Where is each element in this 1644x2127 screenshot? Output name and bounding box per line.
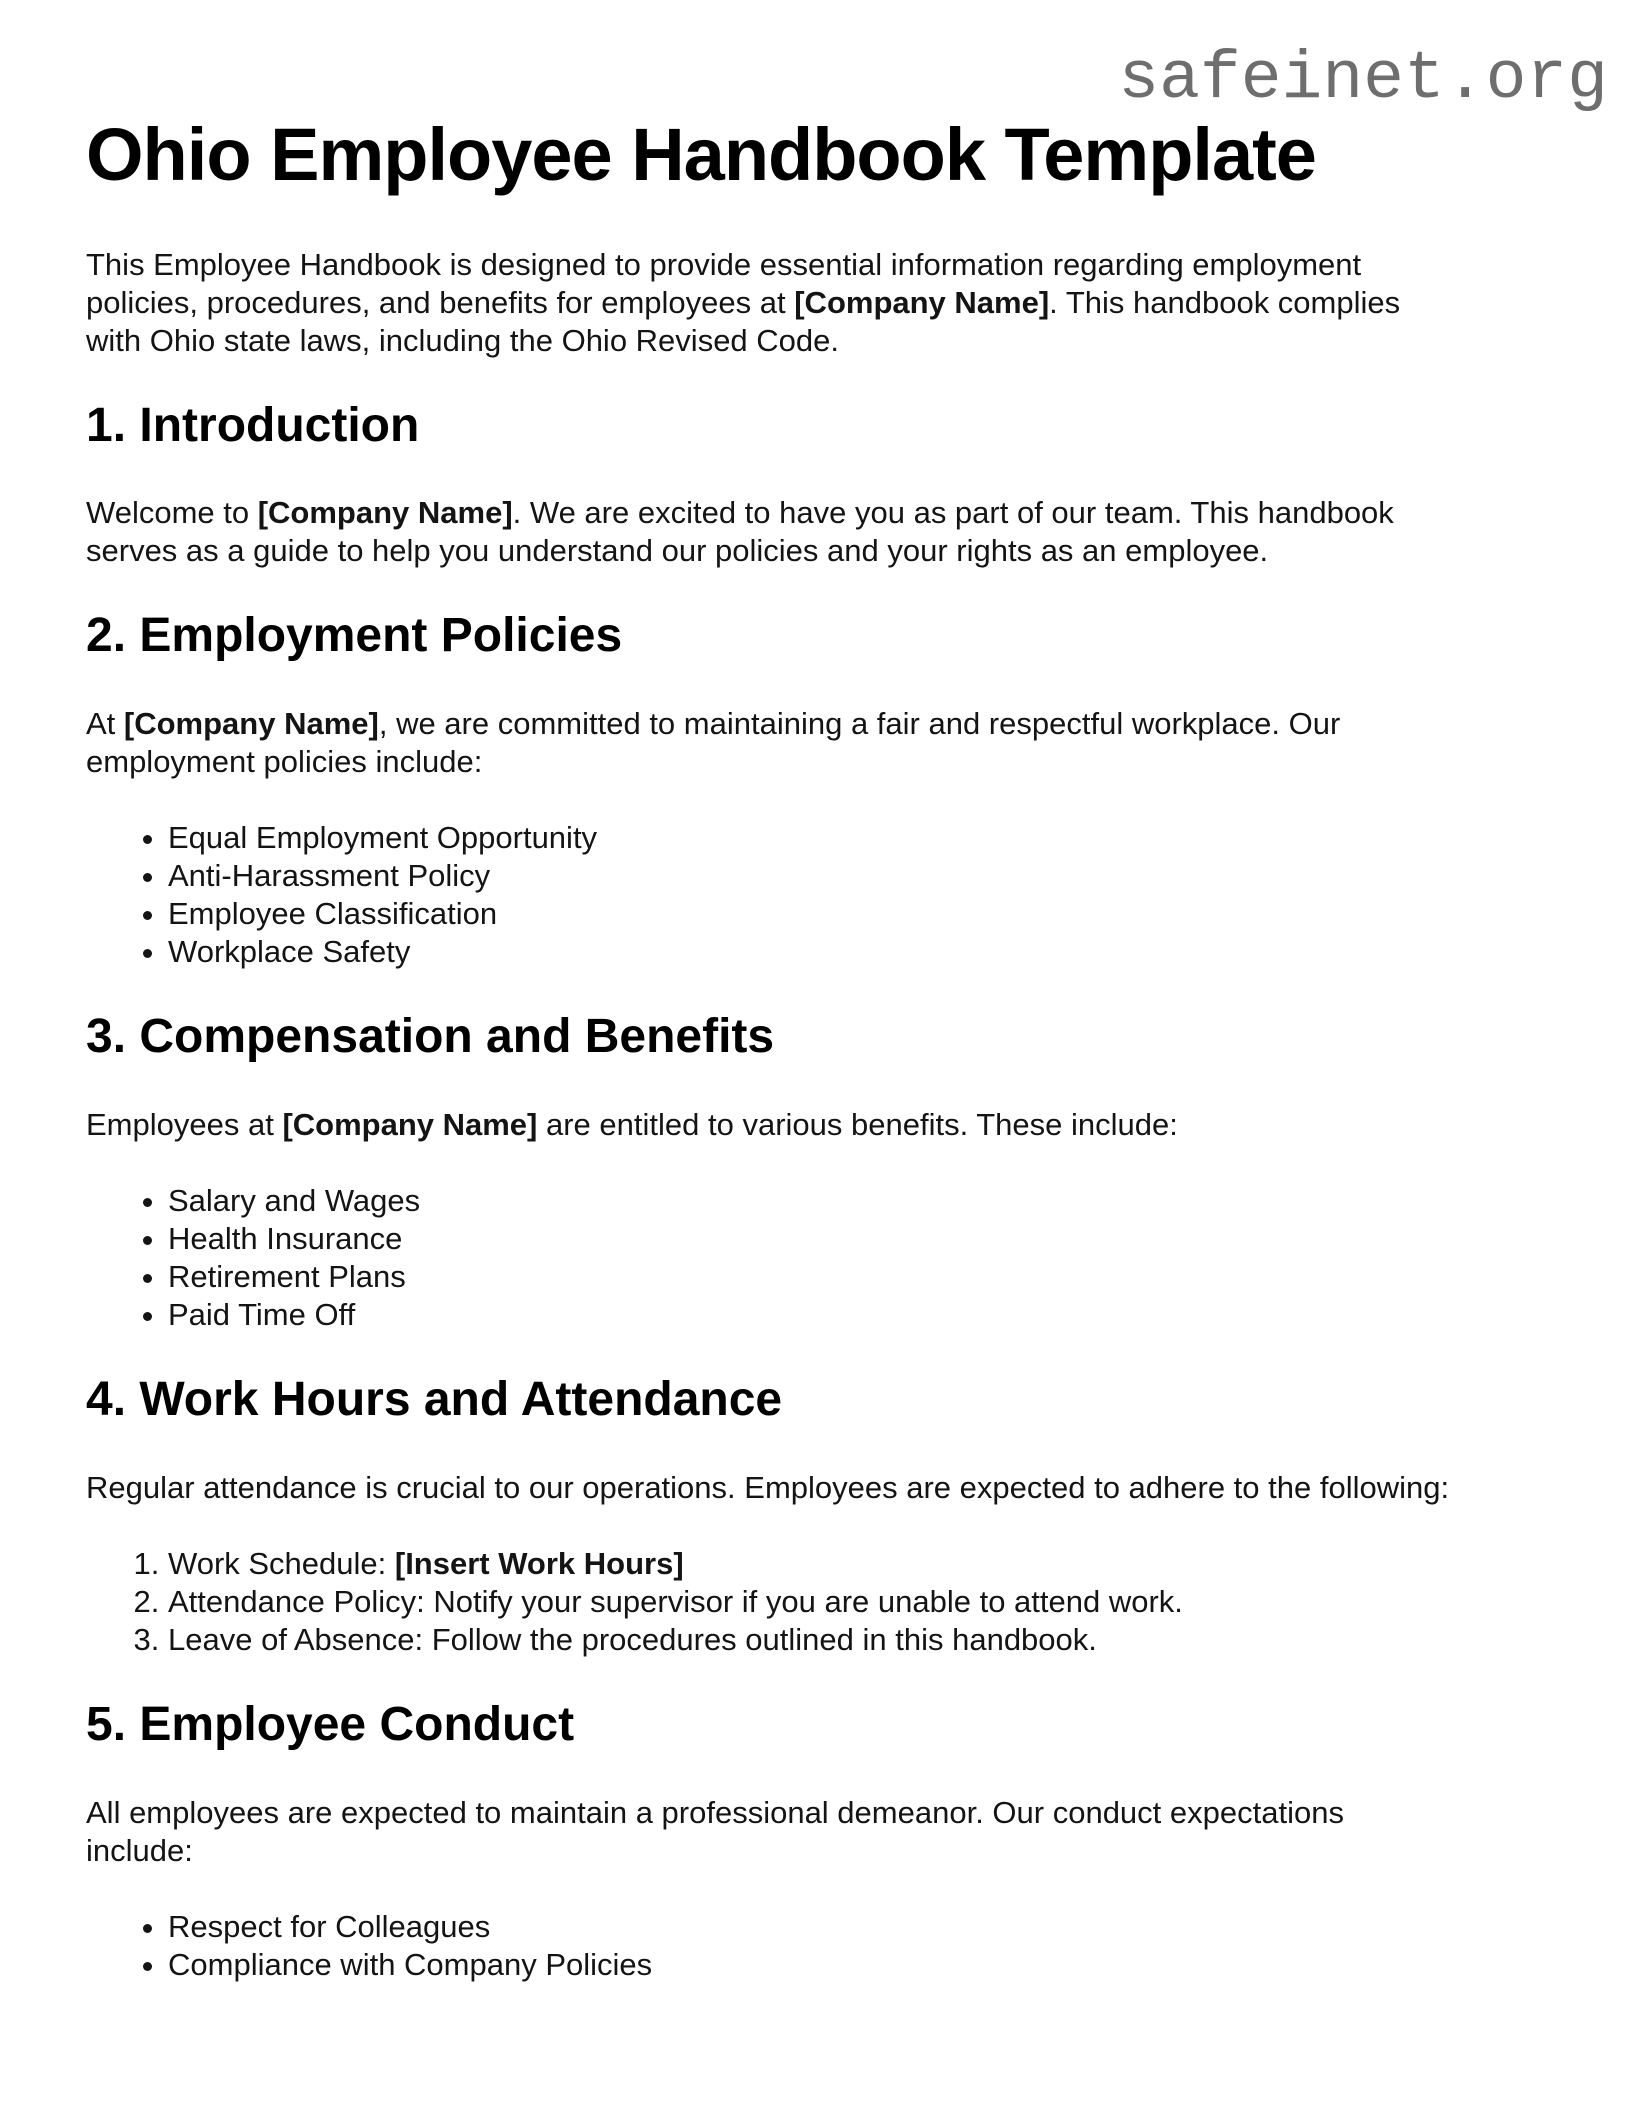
employment-policies-list [86,819,1416,971]
company-name-placeholder: [Company Name] [794,284,1050,320]
list-item: 2. Attendance Policy: Notify your supervisor if you are unable to attend work. [168,1583,1416,1621]
paragraph-text: At [86,706,124,742]
list-item: • Employee Classification [168,895,1416,933]
paragraph-text: , we are committed to maintaining a fair and respectful workplace. Our employment policies include: [86,706,1341,780]
section-heading-compensation-benefits: 3. Compensation and Benefits [86,1010,775,1064]
list-item [168,1545,1416,1583]
list-item: • Retirement Plans [168,1258,1416,1296]
conduct-expectations-list [86,1908,1416,1984]
list-item: • Workplace Safety [168,933,1416,971]
section-compensation-benefits [86,1011,1558,1334]
list-item: • Compliance with Company Policies [168,1946,1416,1984]
list-item: • Respect for Colleagues [168,1908,1416,1946]
section-work-hours-attendance [86,1374,1558,1659]
company-name-placeholder: [Company Name] [257,495,513,531]
section-paragraph [86,494,1451,570]
watermark-logo: safeinet.org [1118,41,1608,118]
list-item-text: Work Schedule: [168,1545,395,1581]
intro-paragraph [86,246,1451,360]
section-paragraph [86,1106,1451,1144]
company-name-placeholder: [Company Name] [123,706,379,742]
paragraph-text: Employees at [86,1107,283,1143]
insert-work-hours-placeholder: [Insert Work Hours] [394,1545,684,1581]
paragraph-text: Welcome to [86,495,258,531]
attendance-rules-list [86,1545,1416,1659]
section-introduction [86,400,1558,571]
section-paragraph: Regular attendance is crucial to our operations. Employees are expected to adhere to the following: [86,1469,1450,1505]
section-paragraph [86,705,1451,781]
section-heading-employment-policies: 2. Employment Policies [86,609,623,663]
list-item: • Paid Time Off [168,1296,1416,1334]
intro-text: This Employee Handbook is designed to provide essential information regarding employment policies, procedures, and benefits for employees at [86,246,1362,320]
list-item: • Health Insurance [168,1220,1416,1258]
list-item: • Salary and Wages [168,1182,1416,1220]
section-employee-conduct [86,1699,1558,1984]
page-title: Ohio Employee Handbook Template [86,113,1316,196]
section-heading-employee-conduct: 5. Employee Conduct [86,1697,575,1751]
section-employment-policies [86,610,1558,971]
section-paragraph: All employees are expected to maintain a professional demeanor. Our conduct expectations include: [86,1794,1344,1868]
section-heading-work-hours-attendance: 4. Work Hours and Attendance [86,1373,783,1427]
paragraph-text: . We are excited to have you as part of our team. This handbook serves as a guide to help you understand our policies and your rights as an employee. [86,495,1394,569]
list-item: 3. Leave of Absence: Follow the procedures outlined in this handbook. [168,1621,1416,1659]
company-name-placeholder: [Company Name] [282,1107,538,1143]
list-item: • Anti-Harassment Policy [168,857,1416,895]
benefits-list [86,1182,1416,1334]
list-item: • Equal Employment Opportunity [168,819,1416,857]
intro-text: . This handbook complies with Ohio state laws, including the Ohio Revised Code. [86,284,1401,358]
section-heading-introduction: 1. Introduction [86,398,420,452]
paragraph-text: are entitled to various benefits. These include: [537,1107,1178,1143]
